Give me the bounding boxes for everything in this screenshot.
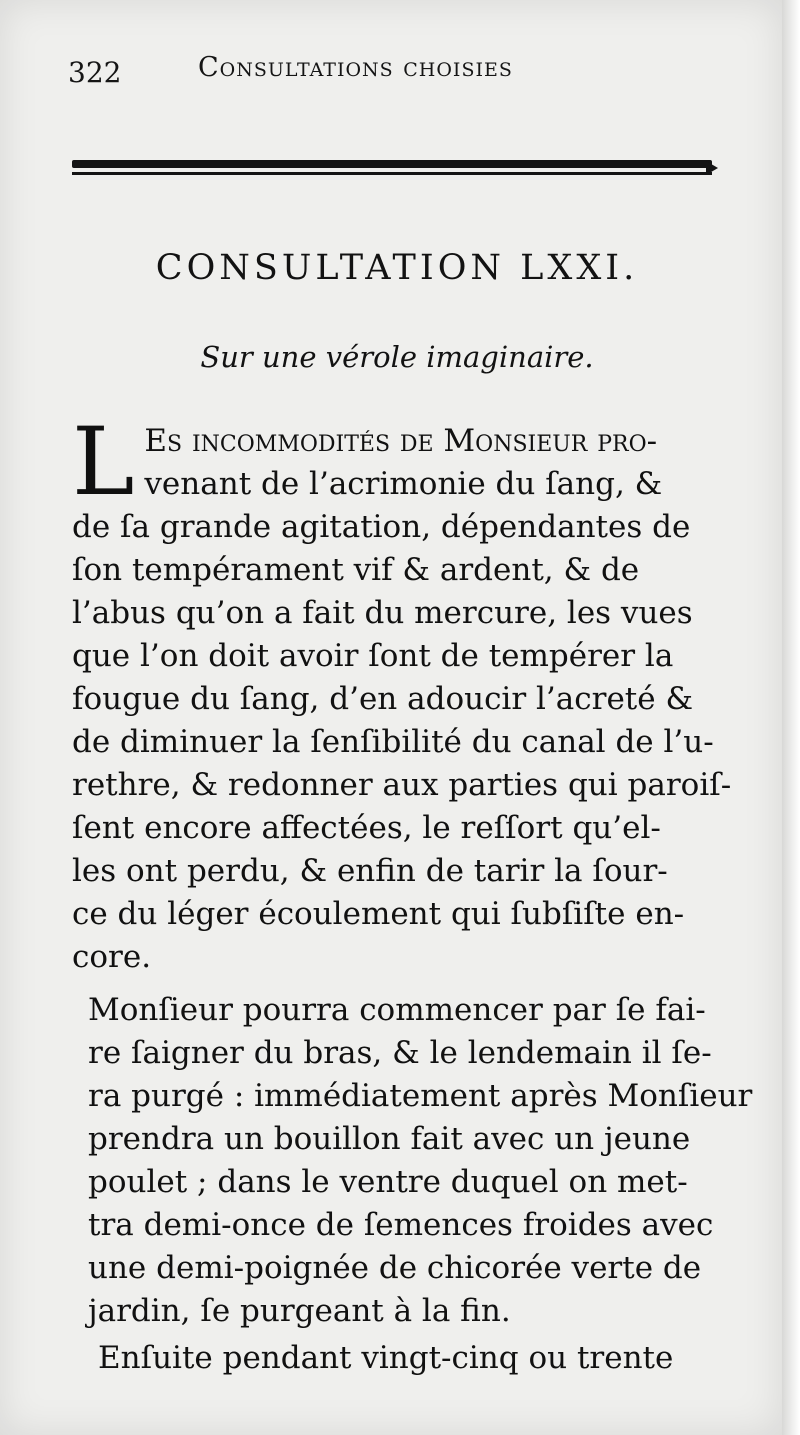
rule-thin-line: [72, 172, 712, 175]
page-edge: [782, 0, 800, 1435]
text-line: jardin, ſe purgeant à la fin.: [88, 1293, 511, 1329]
text-line: que l’on doit avoir ſont de tempérer la: [72, 638, 674, 674]
text-line: une demi-poignée de chicorée verte de: [88, 1250, 702, 1286]
text-line: Monſieur pourra commencer par ſe fai-: [88, 992, 706, 1028]
text-line: ra purgé : immédiatement après Monſieur: [88, 1078, 753, 1114]
text-line: l’abus qu’on a fait du mercure, les vues: [72, 595, 693, 631]
rule-thick-line: [72, 160, 712, 168]
paragraph-2: [72, 989, 753, 1333]
paragraph-1: [72, 408, 737, 979]
running-title: Consultations choisies: [198, 52, 513, 83]
text-line: tra demi-once de ſemences froides avec: [88, 1207, 714, 1243]
text-line: core.: [72, 939, 152, 975]
text-line: fougue du ſang, d’en adoucir l’acreté &: [72, 681, 694, 717]
paragraph-3: [72, 1337, 737, 1380]
drop-cap: L: [72, 408, 135, 517]
consultation-heading: CONSULTATION LXXI.: [155, 248, 639, 288]
text-line: prendra un bouillon fait avec un jeune: [88, 1121, 691, 1157]
consultation-subtitle: Sur une vérole imaginaire.: [200, 340, 594, 374]
page-number: 322: [68, 56, 122, 89]
text-line: re ſaigner du bras, & le lendemain il ſe-: [88, 1035, 712, 1071]
ornamental-rule: [72, 160, 718, 176]
rule-end-ornament: [706, 161, 718, 175]
text-line: ſon tempérament vif & ardent, & de: [72, 552, 640, 588]
text-line: ce du léger écoulement qui ſubſiſte en-: [72, 896, 685, 932]
text-line: de ſa grande agitation, dépendantes de: [72, 509, 691, 545]
running-head: [68, 48, 728, 98]
text-line: les ont perdu, & enfin de tarir la ſour-: [72, 853, 668, 889]
body-text: [72, 408, 753, 1380]
text-line: Enſuite pendant vingt-cinq ou trente: [98, 1340, 674, 1376]
text-line: ſent encore affectées, le reſſort qu’el-: [72, 810, 661, 846]
text-line: rethre, & redonner aux parties qui paroiſ-: [72, 767, 732, 803]
text-line: venant de l’acrimonie du ſang, &: [144, 466, 663, 502]
text-line: de diminuer la ſenſibilité du canal de l’u-: [72, 724, 714, 760]
text-line: poulet ; dans le ventre duquel on met-: [88, 1164, 688, 1200]
text-line: Es incommodités de Monſieur pro-: [144, 423, 658, 459]
